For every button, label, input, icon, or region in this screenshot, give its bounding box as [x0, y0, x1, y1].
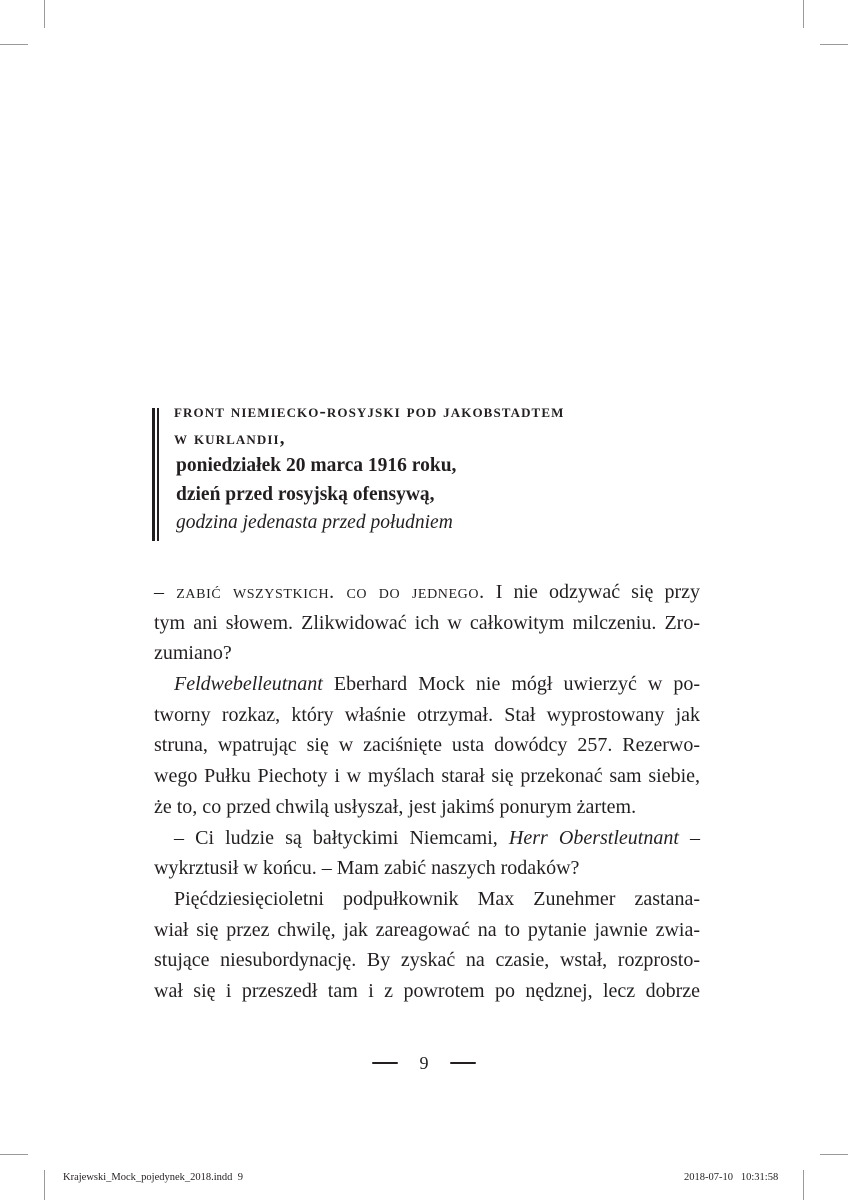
heading-context-line: dzień przed rosyjską ofensywą, — [176, 484, 435, 505]
heading-location-line2: w kurlandii, — [174, 428, 286, 449]
heading-rule-thick — [152, 408, 155, 541]
crop-mark-bottom-left-vertical — [44, 1170, 45, 1200]
text-line: tym ani słowem. Zlikwidować ich w całkowitym milczeniu. Zro- — [154, 611, 700, 634]
crop-mark-bottom-left-horizontal — [0, 1154, 28, 1155]
heading-rule-thin — [157, 408, 159, 541]
text-line: – zabić wszystkich. co do jednego. I nie odzywać się przy — [154, 581, 700, 603]
text-line: – Ci ludzie są bałtyckimi Niemcami, Herr Oberstleutnant – — [174, 826, 700, 849]
slug-page: 9 — [237, 1172, 243, 1183]
slug-filename: Krajewski_Mock_pojedynek_2018.indd 9 — [63, 1172, 243, 1183]
italic-term: Feldwebelleutnant — [174, 673, 323, 696]
text-line: że to, co przed chwilą usłyszał, jest jakimś ponurym żartem. — [154, 795, 637, 818]
text-line: wego Pułku Piechoty i w myślach starał się przekonać sam siebie, — [154, 765, 700, 788]
heading-date-line: poniedziałek 20 marca 1916 roku, — [176, 455, 457, 476]
heading-time-line: godzina jedenasta przed południem — [176, 512, 453, 533]
text-line: Feldwebelleutnant Eberhard Mock nie mógł uwierzyć w po- — [174, 673, 700, 696]
text-line: wiał się przez chwilę, jak zareagować na to pytanie jawnie zwia- — [154, 918, 700, 941]
text-line: zumiano? — [154, 642, 232, 665]
slug-datetime: 2018-07-10 10:31:58 — [684, 1172, 779, 1183]
crop-mark-bottom-right-horizontal — [820, 1154, 848, 1155]
page-number: 9 — [419, 1052, 429, 1073]
body-text — [154, 577, 700, 1007]
text-line: wał się i przeszedł tam i z powrotem po nędznej, lecz dobrze — [154, 979, 700, 1002]
text-line: stujące niesubordynację. By zyskać na czasie, wstał, rozprosto- — [154, 949, 700, 972]
crop-mark-top-right-vertical — [803, 0, 804, 28]
smallcaps-opening: – zabić wszystkich. co do jednego. — [154, 581, 485, 603]
chapter-heading — [152, 401, 712, 542]
text-line: struna, wpatrując się w zaciśnięte usta dowódcy 257. Rezerwo- — [154, 734, 700, 757]
text-line: tworny rozkaz, który właśnie otrzymał. Stał wyprostowany jak — [154, 703, 700, 726]
crop-mark-top-left-horizontal — [0, 44, 28, 45]
page-folio — [372, 1050, 476, 1076]
crop-mark-top-left-vertical — [44, 0, 45, 28]
folio-ornament-left — [372, 1062, 398, 1064]
text-line: wykrztusił w końcu. – Mam zabić naszych rodaków? — [154, 857, 580, 880]
text-line: Pięćdziesięcioletni podpułkownik Max Zunehmer zastana- — [174, 887, 700, 910]
italic-term: Herr Oberstleutnant — [508, 826, 679, 849]
crop-mark-bottom-right-vertical — [803, 1170, 804, 1200]
crop-mark-top-right-horizontal — [820, 44, 848, 45]
folio-ornament-right — [450, 1062, 476, 1064]
heading-location-line1: front niemiecko-rosyjski pod jakobstadtem — [174, 401, 565, 422]
